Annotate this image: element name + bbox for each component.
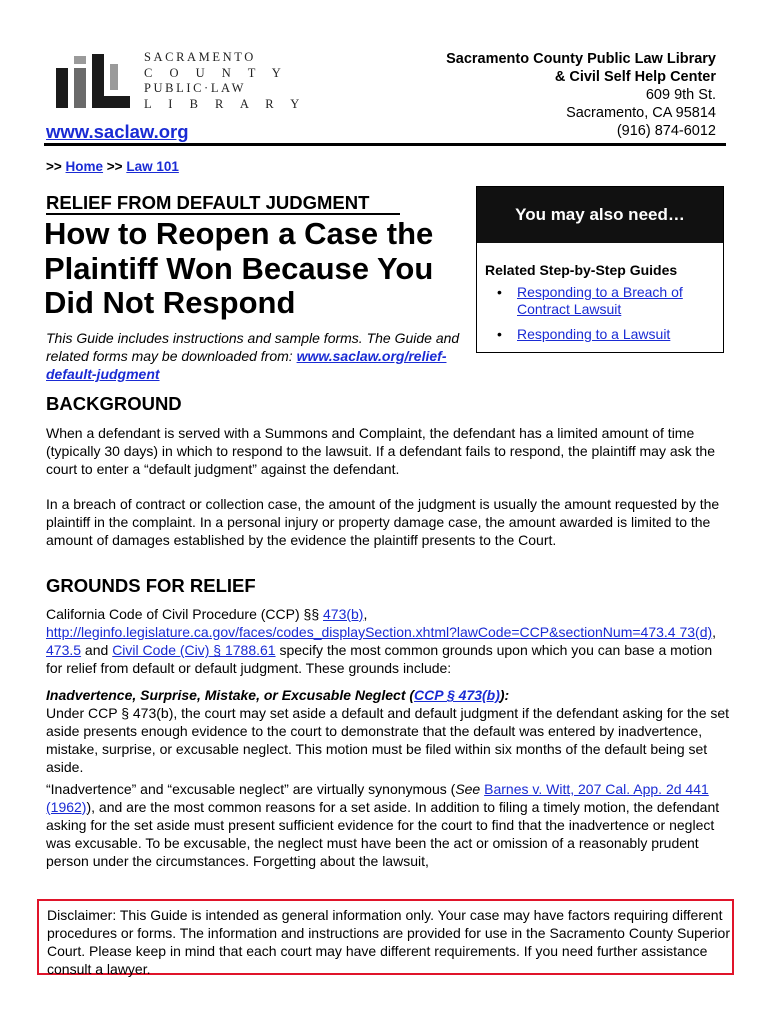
ccp-473b-link[interactable]: 473(b) bbox=[323, 606, 364, 622]
grounds-heading: GROUNDS FOR RELIEF bbox=[46, 575, 256, 596]
bullet-icon: • bbox=[497, 284, 502, 300]
header-divider bbox=[44, 143, 726, 146]
related-guide-link[interactable]: Responding to a Lawsuit bbox=[517, 326, 671, 342]
guide-download-link[interactable]: www.saclaw.org/relief-default-judgment bbox=[46, 348, 447, 382]
civil-code-link[interactable]: Civil Code (Civ) § 1788.61 bbox=[112, 642, 276, 658]
related-guides-heading: You may also need… bbox=[477, 187, 723, 243]
text-run: , bbox=[363, 606, 368, 622]
guide-kicker: RELIEF FROM DEFAULT JUDGMENT bbox=[46, 192, 370, 213]
text-run: Inadvertence, Surprise, Mistake, or Excusable Neglect ( bbox=[46, 687, 415, 703]
grounds-paragraph-3 bbox=[46, 780, 730, 870]
text-run: “Inadvertence” and “excusable neglect” are virtually synonymous ( bbox=[46, 781, 456, 797]
library-city: Sacramento, CA 95814 bbox=[566, 105, 716, 121]
list-item bbox=[477, 326, 723, 343]
grounds-paragraph-2: Under CCP § 473(b), the court may set aside a default and default judgment if the defendant asking for the set aside presents enough evidence to the court to demonstrate that the default was entered by inadvertence, mistake, surprise, or excusable neglect. This motion must be filed within six months of the default being set aside. bbox=[46, 705, 730, 775]
text-run: ), and are the most common reasons for a set aside. In addition to filing a timely motion, the defendant asking for the set aside must present sufficient evidence for the court to find that the inadvertence or neglect was excusable. To be excusable, the neglect must have been the act or omission of a reasonably prudent person under the circumstances. Forgetting about the lawsuit, bbox=[46, 799, 720, 869]
breadcrumb-sep: >> bbox=[103, 159, 127, 174]
ccp-473b-subheading-link[interactable]: CCP § 473(b) bbox=[414, 687, 500, 703]
related-guides-subheading: Related Step-by-Step Guides bbox=[485, 262, 678, 278]
library-logo bbox=[54, 50, 307, 114]
disclaimer-box: Disclaimer: This Guide is intended as general information only. Your case may have factors requiring different procedures or forms. The information and instructions are provided for use in the Sacramento County Superior Court. Please keep in mind that each court may have different requirements. If you need further assistance consult a lawyer. bbox=[37, 899, 734, 975]
breadcrumb-home-link[interactable]: Home bbox=[65, 159, 104, 174]
breadcrumb-law101-link[interactable]: Law 101 bbox=[126, 159, 179, 174]
text-run: ): bbox=[499, 687, 510, 703]
text-run: and bbox=[81, 642, 113, 658]
logo-line-3: PUBLIC·LAW bbox=[144, 81, 247, 95]
breadcrumb bbox=[46, 159, 179, 174]
library-logo-icon bbox=[54, 54, 142, 112]
background-paragraph-2: In a breach of contract or collection case, the amount of the judgment is usually the amount requested by the plaintiff in the complaint. In a personal injury or property damage case, the amount awarded is limited to the amount of damages established by the evidence the plaintiff presents to the Court. bbox=[46, 496, 720, 548]
library-logo-text bbox=[144, 50, 306, 112]
intro-text bbox=[46, 329, 474, 383]
text-run: , bbox=[712, 624, 717, 640]
text-run: California Code of Civil Procedure (CCP) §§ bbox=[46, 606, 323, 622]
library-center: & Civil Self Help Center bbox=[554, 69, 716, 85]
library-address bbox=[446, 50, 716, 140]
logo-line-2: C O U N T Y bbox=[144, 65, 288, 80]
ccp-473-5-link[interactable]: 473.5 bbox=[46, 642, 82, 658]
background-heading: BACKGROUND bbox=[46, 393, 182, 414]
intro-description: This Guide includes instructions and sample forms. The Guide and related forms may be downloaded from: bbox=[46, 330, 460, 364]
library-phone: (916) 874-6012 bbox=[616, 123, 716, 139]
library-name: Sacramento County Public Law Library bbox=[446, 51, 716, 67]
breadcrumb-sep: >> bbox=[46, 159, 66, 174]
related-guides-box bbox=[476, 186, 724, 353]
kicker-underline bbox=[46, 213, 400, 215]
see-citation-signal: See bbox=[455, 781, 481, 797]
related-guide-link[interactable]: Responding to a Breach of Contract Lawsuit bbox=[517, 284, 683, 317]
background-paragraph-1: When a defendant is served with a Summons and Complaint, the defendant has a limited amount of time (typically 30 days) in which to respond to the lawsuit. If a defendant fails to respond, the plaintiff may ask the court to enter a “default judgment” against the defendant. bbox=[46, 425, 715, 477]
logo-line-4: L I B R A R Y bbox=[144, 96, 307, 111]
bullet-icon: • bbox=[497, 326, 502, 342]
inadvertence-subheading bbox=[46, 686, 730, 704]
site-link[interactable]: www.saclaw.org bbox=[46, 121, 189, 142]
barnes-v-witt-link[interactable]: Barnes v. Witt, 207 Cal. App. 2d 441 (1962) bbox=[46, 781, 709, 815]
page-title: How to Reopen a Case the Plaintiff Won Because You Did Not Respond bbox=[44, 216, 434, 320]
related-guides-list bbox=[477, 284, 723, 343]
text-run: specify the most common grounds upon which you can base a motion for relief from default or default judgment. These grounds include: bbox=[46, 642, 713, 676]
grounds-paragraph-1 bbox=[46, 605, 730, 677]
leginfo-url-link[interactable]: http://leginfo.legislature.ca.gov/faces/codes_displaySection.xhtml?lawCode=CCP&sectionNum=473.4 73(d) bbox=[46, 624, 713, 640]
list-item bbox=[477, 284, 723, 318]
library-street: 609 9th St. bbox=[645, 87, 716, 103]
logo-line-1: SACRAMENTO bbox=[144, 50, 256, 64]
